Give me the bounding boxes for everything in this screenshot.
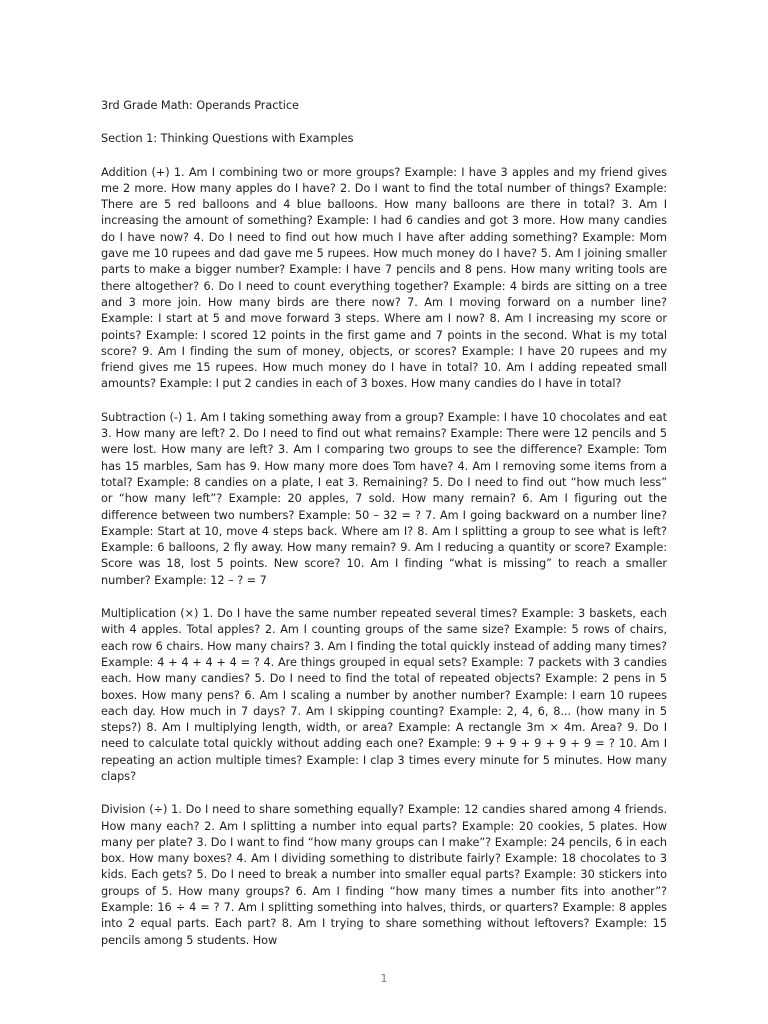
page-number: 1	[380, 972, 388, 985]
document-page	[101, 98, 667, 966]
multiplication-paragraph: Multiplication (×) 1. Do I have the same number repeated several times? Example: 3 baskets, each with 4 apples. Total apples? 2. Am I counting groups of the same size? Example: 5 rows of chairs, each row 6 chairs. How many chairs? 3. Am I finding the total quickly instead of adding many times? Example: 4 + 4 + 4 + 4 = ? 4. Are things grouped in equal sets? Example: 7 packets with 3 candies each. How many candies? 5. Do I need to find the total of repeated objects? Example: 2 pens in 5 boxes. How many pens? 6. Am I scaling a number by another number? Example: I earn 10 rupees each day. How much in 7 days? 7. Am I skipping counting? Example: 2, 4, 6, 8... (how many in 5 steps?) 8. Am I multiplying length, width, or area? Example: A rectangle 3m × 4m. Area? 9. Do I need to calculate total quickly without adding each one? Example: 9 + 9 + 9 + 9 + 9 = ? 10. Am I repeating an action multiple times? Example: I clap 3 times every minute for 5 minutes. How many claps?	[101, 607, 667, 783]
subtraction-paragraph: Subtraction (-) 1. Am I taking something away from a group? Example: I have 10 chocolates and eat 3. How many are left? 2. Do I need to find out what remains? Example: There were 12 pencils and 5 were lost. How many are left? 3. Am I comparing two groups to see the difference? Example: Tom has 15 marbles, Sam has 9. How many more does Tom have? 4. Am I removing some items from a total? Example: 8 candies on a plate, I eat 3. Remaining? 5. Do I need to find out “how much less” or “how many left”? Example: 20 apples, 7 sold. How many remain? 6. Am I figuring out the difference between two numbers? Example: 50 – 32 = ? 7. Am I going backward on a number line? Example: Start at 10, move 4 steps back. Where am I? 8. Am I splitting a group to see what is left? Example: 6 balloons, 2 fly away. How many remain? 9. Am I reducing a quantity or score? Example: Score was 18, lost 5 points. New score? 10. Am I finding “what is missing” to reach a smaller number? Example: 12 – ? = 7	[101, 410, 667, 587]
document-title: 3rd Grade Math: Operands Practice	[101, 99, 299, 112]
division-paragraph: Division (÷) 1. Do I need to share something equally? Example: 12 candies shared among 4 friends. How many each? 2. Am I splitting a number into equal parts? Example: 20 cookies, 5 plates. How many per plate? 3. Do I want to find “how many groups can I make”? Example: 24 pencils, 6 in each box. How many boxes? 4. Am I dividing something to distribute fairly? Example: 18 chocolates to 3 kids. Each gets? 5. Do I need to break a number into smaller equal parts? Example: 30 stickers into groups of 5. How many groups? 6. Am I finding “how many times a number fits into another”? Example: 16 ÷ 4 = ? 7. Am I splitting something into halves, thirds, or quarters? Example: 8 apples into 2 equal parts. Each part? 8. Am I trying to share something without leftovers? Example: 15 pencils among 5 students. How	[101, 803, 667, 947]
addition-paragraph: Addition (+) 1. Am I combining two or more groups? Example: I have 3 apples and my friend gives me 2 more. How many apples do I have? 2. Do I want to find the total number of things? Example: There are 5 red balloons and 4 blue balloons. How many balloons are there in total? 3. Am I increasing the amount of something? Example: I had 6 candies and got 3 more. How many candies do I have now? 4. Do I need to find out how much I have after adding something? Example: Mom gave me 10 rupees and dad gave me 5 rupees. How much money do I have? 5. Am I joining smaller parts to make a bigger number? Example: I have 7 pencils and 8 pens. How many writing tools are there altogether? 6. Do I need to count everything together? Example: 4 birds are sitting on a tree and 3 more join. How many birds are there now? 7. Am I moving forward on a number line? Example: I start at 5 and move forward 3 steps. Where am I now? 8. Am I increasing my score or points? Example: I scored 12 points in the first game and 7 points in the second. What is my total score? 9. Am I finding the sum of money, objects, or scores? Example: I have 20 rupees and my friend gives me 15 rupees. How much money do I have in total? 10. Am I adding repeated small amounts? Example: I put 2 candies in each of 3 boxes. How many candies do I have in total?	[101, 165, 667, 391]
section-heading: Section 1: Thinking Questions with Examples	[101, 132, 354, 146]
